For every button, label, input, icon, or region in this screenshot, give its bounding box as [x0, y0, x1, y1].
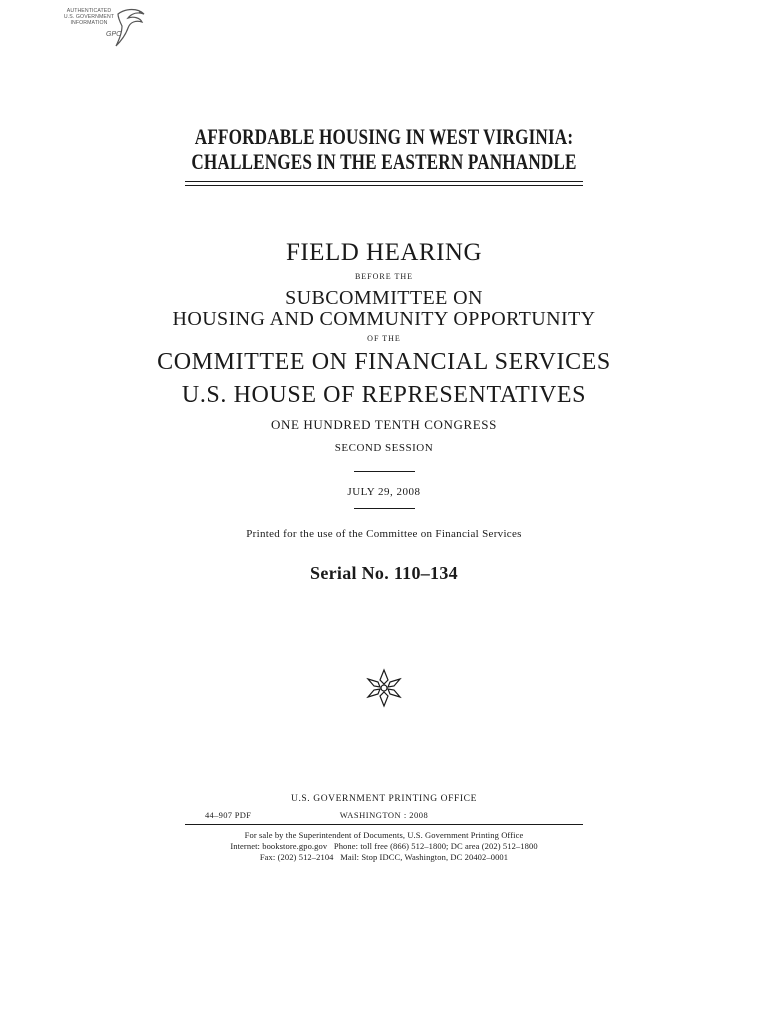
- subcommittee-line-1: SUBCOMMITTEE ON: [285, 287, 483, 309]
- ornament-icon: [365, 667, 403, 709]
- sale-line-1: For sale by the Superintendent of Documents, U.S. Government Printing Office: [244, 830, 524, 840]
- printed-for: Printed for the use of the Committee on Financial Services: [246, 528, 522, 540]
- before-the: BEFORE THE: [354, 272, 414, 281]
- logo-line-3: INFORMATION: [70, 20, 108, 26]
- congress: ONE HUNDRED TENTH CONGRESS: [271, 417, 497, 432]
- place-year: WASHINGTON : 2008: [339, 810, 429, 820]
- logo-caption: [56, 8, 122, 26]
- committee-name: COMMITTEE ON FINANCIAL SERVICES: [157, 349, 611, 375]
- subcommittee-line-2: HOUSING AND COMMUNITY OPPORTUNITY: [172, 308, 596, 330]
- printing-office: U.S. GOVERNMENT PRINTING OFFICE: [290, 794, 477, 804]
- house-name: U.S. HOUSE OF REPRESENTATIVES: [181, 382, 587, 408]
- hearing-title-line-1: AFFORDABLE HOUSING IN WEST VIRGINIA:: [194, 124, 574, 149]
- gpo-authenticated-logo: [56, 6, 152, 48]
- footer-rule: [185, 824, 583, 825]
- session: SECOND SESSION: [334, 442, 434, 454]
- title-rule-bottom: [185, 185, 583, 186]
- hearing-date: JULY 29, 2008: [347, 486, 421, 498]
- title-rule-top: [185, 181, 583, 182]
- logo-line-2: U.S. GOVERNMENT: [63, 14, 115, 20]
- sale-line-2: Internet: bookstore.gpo.gov Phone: toll free (866) 512–1800; DC area (202) 512–1800: [230, 841, 538, 851]
- hearing-type: FIELD HEARING: [285, 239, 483, 266]
- hearing-title-line-2: CHALLENGES IN THE EASTERN PANHANDLE: [191, 149, 577, 174]
- sale-line-3: Fax: (202) 512–2104 Mail: Stop IDCC, Washington, DC 20402–0001: [259, 852, 509, 862]
- date-rule-bottom: [354, 508, 415, 509]
- pdf-id: 44–907 PDF: [205, 810, 252, 820]
- date-rule-top: [354, 471, 415, 472]
- eagle-icon: [114, 6, 148, 48]
- logo-line-1: AUTHENTICATED: [66, 8, 112, 14]
- of-the: OF THE: [367, 334, 401, 343]
- serial-number: Serial No. 110–134: [310, 563, 458, 583]
- logo-gpo-mark: GPO: [106, 31, 122, 38]
